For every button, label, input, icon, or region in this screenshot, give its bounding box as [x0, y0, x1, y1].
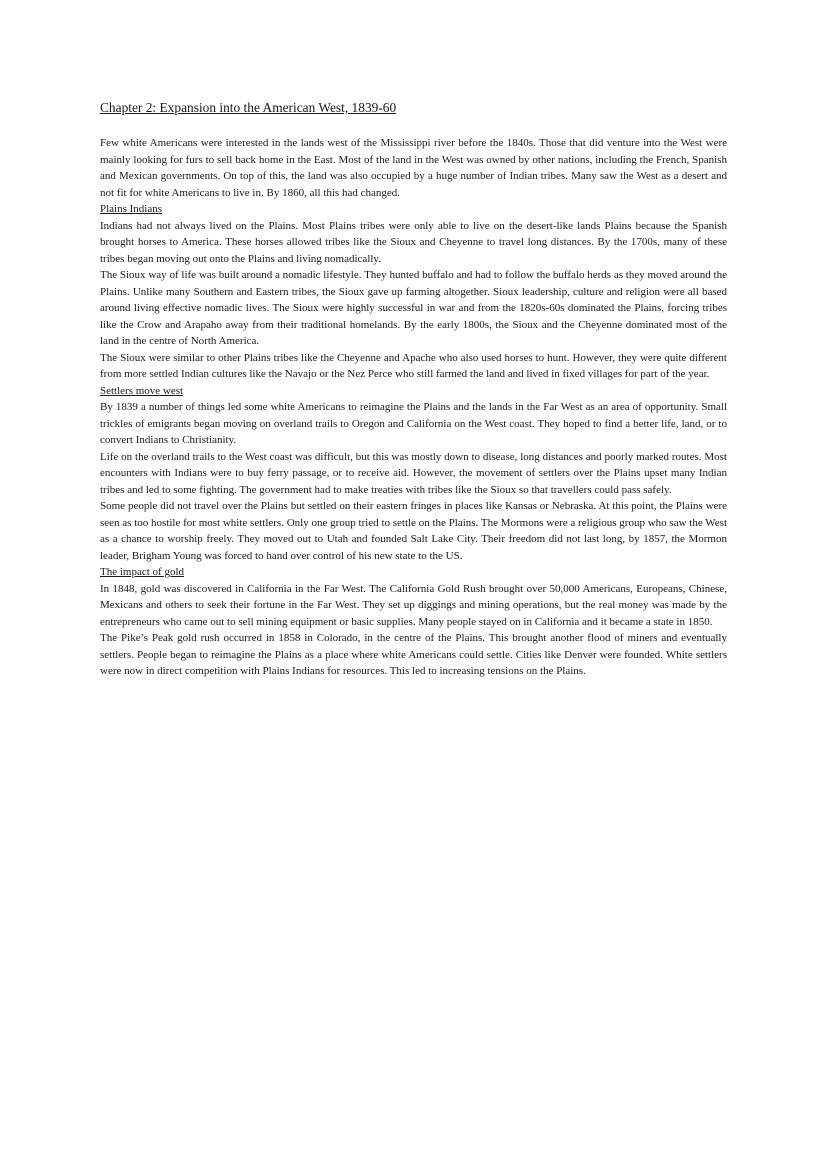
- document-page: [100, 98, 727, 680]
- paragraph: The Pike’s Peak gold rush occurred in 1858 in Colorado, in the centre of the Plains. This brought another flood of miners and eventually settlers. People began to reimagine the Plains as a place where white Americans could settle. Cities like Denver were founded. White settlers were now in direct competition with Plains Indians for resources. This led to increasing tensions on the Plains.: [100, 632, 727, 677]
- paragraph: The Sioux way of life was built around a nomadic lifestyle. They hunted buffalo and had to follow the buffalo herds as they moved around the Plains. Unlike many Southern and Eastern tribes, the Sioux gave up farming altogether. Sioux leadership, culture and religion were all based around living effective nomadic lives. The Sioux were highly successful in war and from the 1820s-60s dominated the Plains, forcing tribes like the Crow and Arapaho away from their traditional homelands. By the early 1800s, the Sioux and the Cheyenne dominated most of the land in the centre of North America.: [100, 269, 727, 347]
- intro-paragraph: Few white Americans were interested in the lands west of the Mississippi river before the 1840s. Those that did venture into the West were mainly looking for furs to sell back home in the East. Most of the land in the West was owned by other nations, including the French, Spanish and Mexican governments. On top of this, the land was also occupied by a huge number of Indian tribes. Many saw the West as a desert and not fit for white Americans to live in. By 1860, all this had changed.: [100, 137, 727, 199]
- paragraph: Life on the overland trails to the West coast was difficult, but this was mostly down to disease, long distances and poorly marked routes. Most encounters with Indians were to buy ferry passage, or to receive aid. However, the movement of settlers over the Plains upset many Indian tribes and led to some fighting. The government had to make treaties with tribes like the Sioux so that travellers could pass safely.: [100, 450, 727, 496]
- section-heading-impact-of-gold: The impact of gold: [100, 566, 185, 578]
- paragraph: In 1848, gold was discovered in California in the Far West. The California Gold Rush brought over 50,000 Americans, Europeans, Chinese, Mexicans and others to seek their fortune in the Far West. They set up diggings and mining operations, but the real money was made by the entrepreneurs who came out to sell mining equipment or basic supplies. Many people stayed on in California and it became a state in 1850.: [100, 582, 727, 628]
- paragraph: Some people did not travel over the Plains but settled on their eastern fringes in places like Kansas or Nebraska. At this point, the Plains were seen as too hostile for most white settlers. Only one group tried to settle on the Plains. The Mormons were a religious group who saw the West as a chance to worship freely. They moved out to Utah and founded Salt Lake City. Their freedom did not last long, by 1857, the Mormon leader, Brigham Young was forced to hand over control of his new state to the US.: [100, 500, 727, 562]
- section-heading-plains-indians: Plains Indians: [100, 203, 163, 215]
- paragraph: By 1839 a number of things led some white Americans to reimagine the Plains and the lands in the Far West as an area of opportunity. Small trickles of emigrants began moving on overland trails to Oregon and California on the West coast. They hoped to find a better life, land, or to convert Indians to Christianity.: [100, 401, 727, 446]
- chapter-title: Chapter 2: Expansion into the American West, 1839-60: [100, 100, 397, 115]
- paragraph: Indians had not always lived on the Plains. Most Plains tribes were only able to live on the desert-like lands Plains because the Spanish brought horses to America. These horses allowed tribes like the Sioux and Cheyenne to travel long distances. By the 1700s, many of these tribes began moving out onto the Plains and living nomadically.: [100, 219, 727, 265]
- section-heading-settlers-move-west: Settlers move west: [100, 384, 184, 397]
- paragraph: The Sioux were similar to other Plains tribes like the Cheyenne and Apache who also used horses to hunt. However, they were quite different from more settled Indian cultures like the Navajo or the Nez Perce who still farmed the land and lived in fixed villages for part of the year.: [100, 351, 727, 380]
